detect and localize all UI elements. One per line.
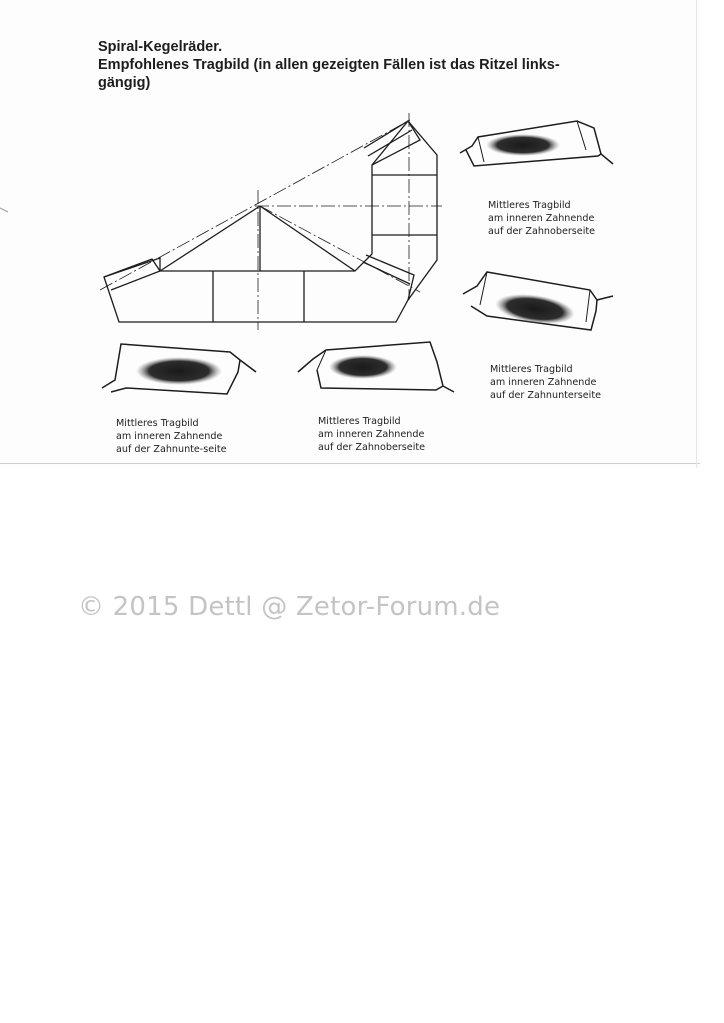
caption-line: auf der Zahnoberseite <box>318 442 426 453</box>
caption-line: am inneren Zahnende <box>490 377 597 388</box>
tooth-pattern-bottom-center <box>298 342 454 392</box>
contact-pattern-blob <box>486 134 560 156</box>
caption-line: auf der Zahnoberseite <box>488 226 596 237</box>
title-line-1: Spiral-Kegelräder. <box>98 39 223 55</box>
gear-pair-cross-section <box>104 121 437 322</box>
caption-line: Mittleres Tragbild <box>488 200 571 211</box>
tooth-pattern-middle-right <box>463 272 613 330</box>
watermark: © 2015 Dettl @ Zetor-Forum.de <box>78 592 501 622</box>
caption-line: auf der Zahnunterseite <box>490 390 601 401</box>
title-line-2: Empfohlenes Tragbild (in allen gezeigten Fällen ist das Ritzel links- <box>98 57 560 73</box>
contact-pattern-blob <box>136 357 222 385</box>
scan-mark <box>0 208 8 212</box>
title-line-3: gängig) <box>98 75 151 91</box>
caption-line: auf der Zahnunte-seite <box>116 444 227 455</box>
tooth-pattern-bottom-left <box>102 344 256 394</box>
center-lines <box>100 113 442 330</box>
caption-top-right <box>488 199 595 238</box>
contact-pattern-blob <box>329 355 397 379</box>
caption-line: Mittleres Tragbild <box>116 418 199 429</box>
caption-line: Mittleres Tragbild <box>318 416 401 427</box>
contact-pattern-blob <box>493 290 576 329</box>
caption-line: am inneren Zahnende <box>488 213 595 224</box>
caption-bottom-center <box>318 415 425 454</box>
caption-middle-right <box>490 363 601 402</box>
tooth-pattern-top-right <box>460 121 613 166</box>
caption-line: am inneren Zahnende <box>116 431 223 442</box>
caption-line: am inneren Zahnende <box>318 429 425 440</box>
caption-bottom-left <box>116 417 227 456</box>
caption-line: Mittleres Tragbild <box>490 364 573 375</box>
